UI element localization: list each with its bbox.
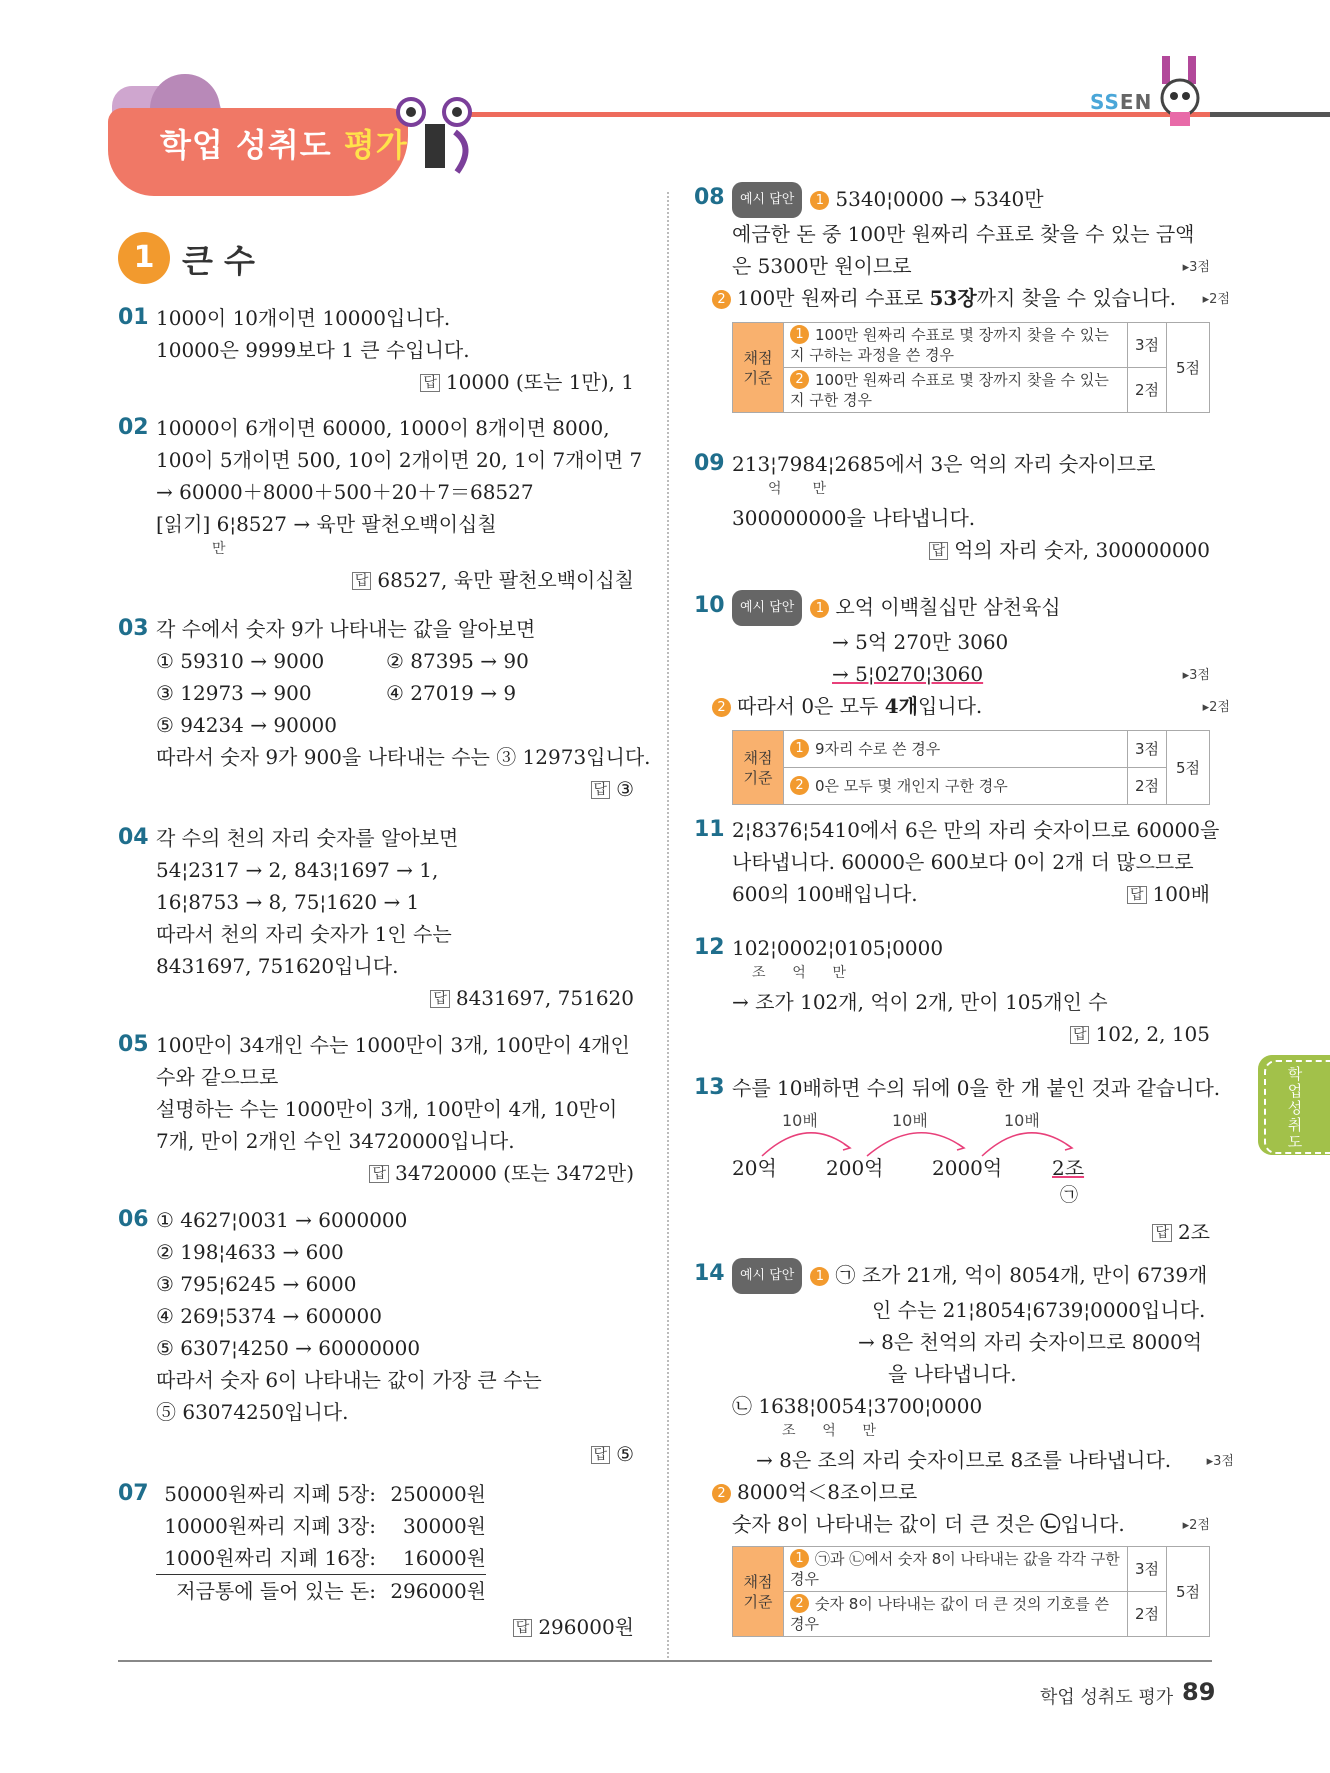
mascot-icon: [395, 92, 485, 182]
problem-02: 02 10000이 6개이면 60000, 1000이 8개이면 8000, 100이 5개이면 500, 10이 2개이면 20, 1이 7개이면 7 → 60000＋8000＋500＋20＋7＝68527 [읽기] 6¦8527 → 육만 팔천오백이십칠 만 답 68527, 육만 팔천오백이십칠: [118, 412, 634, 596]
problem-03: 03 각 수에서 숫자 9가 나타내는 값을 알아보면 ① 59310 → 9000 ② 87395 → 90 ③ 12973 → 900 ④ 27019 → 9 ⑤ 94234 → 90000 따라서 숫자 9가 900을 나타내는 수는 ③ 12973입니다. 답 ③: [118, 613, 634, 805]
answer: 답 억의 자리 숫자, 300000000: [732, 534, 1210, 566]
header-rule-dark: [1210, 112, 1330, 117]
scoring-rubric: 채점 기준 1 ㉠과 ㉡에서 숫자 8이 나타내는 값을 각각 구한 경우 3점 5점 2 숫자 8이 나타내는 값이 더 큰 것의 기호를 쓴 경우 2점: [732, 1546, 1210, 1637]
section-title: 큰 수: [182, 242, 255, 280]
problem-05: 05 100만이 34개인 수는 1000만이 3개, 100만이 4개인 수와 같으므로 설명하는 수는 1000만이 3개, 100만이 4개, 10만이 7개, 만이 2개인 수인 34720000입니다. 답 34720000 (또는 3472만): [118, 1029, 634, 1189]
problem-08: 08 예시 답안 1 5340¦0000 → 5340만 예금한 돈 중 100만 원짜리 수표로 찾을 수 있는 금액 은 5300만 원이므로 ▸3점 2 100만 원짜리 수표로 53장까지 찾을 수 있습니다. ▸2점 채점 기준 1 100만 원짜리 수표로 몇 장까지 찾을 수 있는지 구하는 과정을 쓴 경우 3점 5점 2 100만 원짜리 수표로 몇 장까지 찾을 수 있는지 구한 경우 2점: [694, 182, 1210, 413]
scoring-rubric: 채점 기준 1 100만 원짜리 수표로 몇 장까지 찾을 수 있는지 구하는 과정을 쓴 경우 3점 5점 2 100만 원짜리 수표로 몇 장까지 찾을 수 있는지 구한 경우 2점: [732, 322, 1210, 413]
brand-logo: SSEN: [1090, 90, 1153, 114]
problem-14: 14 예시 답안 1 ㉠ 조가 21개, 억이 8054개, 만이 6739개 인 수는 21¦8054¦6739¦0000입니다. → 8은 천억의 자리 숫자이므로 8000억 을 나타냅니다. ㉡ 1638¦0054¦3700¦0000 조 억 만 → 8은 조의 자리 숫자이므로 8조를 나타냅니다. ▸3점 2 8000억＜8조이므로 숫자 8이 나타내는 값이 더 큰 것은 ㉡입니다. ▸2점 채점 기준 1 ㉠과 ㉡에서 숫자 8이 나타내는 값을 각각 구한 경우 3점 5점 2 숫자 8이 나타내는 값이 더 큰 것의 기호를 쓴 경우 2점: [694, 1258, 1210, 1637]
answer: 답 ⑤: [156, 1438, 634, 1470]
answer: 답 102, 2, 105: [732, 1018, 1210, 1050]
answer: 답 296000원: [156, 1611, 634, 1643]
problem-06: 06 ① 4627¦0031 → 6000000 ② 198¦4633 → 600 ③ 795¦6245 → 6000 ④ 269¦5374 → 600000 ⑤ 6307¦4250 → 60000000 따라서 숫자 6이 나타내는 값이 가장 큰 수는 ⑤ 63074250입니다. 답 ⑤: [118, 1204, 634, 1470]
problem-04: 04 각 수의 천의 자리 숫자를 알아보면 54¦2317 → 2, 843¦1697 → 1, 16¦8753 → 8, 75¦1620 → 1 따라서 천의 자리 숫자가 1인 수는 8431697, 751620입니다. 답 8431697, 751620: [118, 822, 634, 1014]
problem-09: 09 213¦7984¦2685에서 3은 억의 자리 숫자이므로 억 만 300000000을 나타냅니다. 답 억의 자리 숫자, 300000000: [694, 448, 1210, 566]
column-divider: [667, 192, 669, 1662]
page-number: 89: [1182, 1678, 1216, 1706]
scoring-rubric: 채점 기준 1 9자리 수로 쓴 경우 3점 5점 2 0은 모두 몇 개인지 구한 경우 2점: [732, 730, 1210, 805]
answer: 답 68527, 육만 팔천오백이십칠: [156, 564, 634, 596]
answer: 답 2조: [732, 1216, 1210, 1248]
side-tab-label: 학업성취도: [1287, 1065, 1303, 1151]
problem-13: 13 수를 10배하면 수의 뒤에 0을 한 개 붙인 것과 같습니다. 10배 10배 10배 20억 200억 2000억 2조 ㉠ 답 2조: [694, 1072, 1210, 1248]
bottom-rule: [118, 1660, 1212, 1662]
footer-label: 학업 성취도 평가: [1040, 1687, 1174, 1708]
banner-title: 학업 성취도 평가: [160, 126, 408, 164]
answer: 답 10000 (또는 1만), 1: [156, 366, 634, 398]
section-number: 1: [133, 240, 155, 275]
problem-10: 10 예시 답안 1 오억 이백칠십만 삼천육십 → 5억 270만 3060 → 5¦0270¦3060 ▸3점 2 따라서 0은 모두 4개입니다. ▸2점 채점 기준 1 9자리 수로 쓴 경우 3점 5점 2 0은 모두 몇 개인지 구한 경우 2점: [694, 590, 1210, 805]
multiplication-diagram: 10배 10배 10배 20억 200억 2000억 2조 ㉠: [732, 1104, 1210, 1216]
answer: 답 ③: [156, 773, 634, 805]
problem-01: 01 1000이 10개이면 10000입니다. 10000은 9999보다 1 큰 수입니다. 답 10000 (또는 1만), 1: [118, 302, 634, 398]
answer: 답 34720000 (또는 3472만): [156, 1157, 634, 1189]
answer: 답 8431697, 751620: [156, 982, 634, 1014]
problem-12: 12 102¦0002¦0105¦0000 조 억 만 → 조가 102개, 억이 2개, 만이 105개인 수 답 102, 2, 105: [694, 932, 1210, 1050]
problem-11: 11 2¦8376¦5410에서 6은 만의 자리 숫자이므로 60000을 나타냅니다. 60000은 600보다 0이 2개 더 많으므로 600의 100배입니다. 답 100배: [694, 817, 1220, 906]
problem-07: 07 50000원짜리 지폐 5장: 250000원 10000원짜리 지폐 3장: 30000원 1000원짜리 지폐 16장: 16000원 저금통에 들어 있는 돈: 296000원 답 296000원: [118, 1478, 634, 1643]
monster-icon: [1148, 50, 1218, 130]
